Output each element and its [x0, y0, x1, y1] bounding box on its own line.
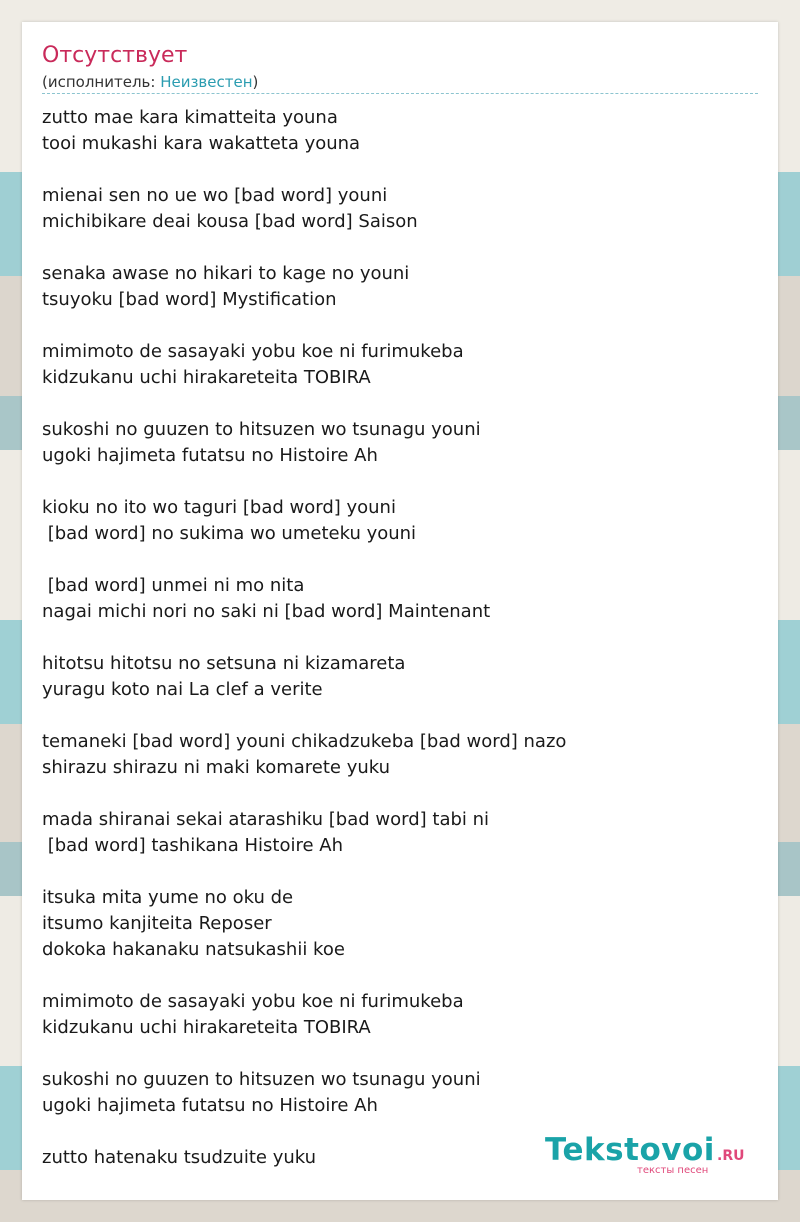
lyric-blank-line: [42, 1041, 752, 1067]
lyric-line: itsumo kanjiteita Reposer: [42, 913, 272, 934]
lyric-line: mimimoto de sasayaki yobu koe ni furimukeba: [42, 341, 464, 362]
lyric-line: michibikare deai kousa [bad word] Saison: [42, 211, 418, 232]
lyric-line: ugoki hajimeta futatsu no Histoire Ah: [42, 1095, 378, 1116]
lyric-line: yuragu koto nai La clef a verite: [42, 679, 323, 700]
lyric-blank-line: [42, 157, 752, 183]
lyric-line: hitotsu hitotsu no setsuna ni kizamareta: [42, 653, 406, 674]
lyric-line: [bad word] tashikana Histoire Ah: [42, 835, 344, 856]
lyric-line: ugoki hajimeta futatsu no Histoire Ah: [42, 445, 378, 466]
lyric-blank-line: [42, 469, 752, 495]
lyric-line: tsuyoku [bad word] Mystification: [42, 289, 337, 310]
watermark-logo-text: Tekstovoi: [545, 1132, 715, 1168]
lyric-line: zutto mae kara kimatteita youna: [42, 107, 338, 128]
lyric-blank-line: [42, 391, 752, 417]
lyric-line: kioku no ito wo taguri [bad word] youni: [42, 497, 396, 518]
lyric-line: [bad word] unmei ni mo nita: [42, 575, 305, 596]
artist-suffix: ): [252, 73, 259, 91]
lyric-blank-line: [42, 859, 752, 885]
lyric-blank-line: [42, 781, 752, 807]
lyric-line: zutto hatenaku tsudzuite yuku: [42, 1147, 317, 1168]
lyric-line: dokoka hakanaku natsukashii koe: [42, 939, 345, 960]
lyric-line: mada shiranai sekai atarashiku [bad word] tabi ni: [42, 809, 490, 830]
lyric-line: mienai sen no ue wo [bad word] youni: [42, 185, 388, 206]
lyric-line: nagai michi nori no saki ni [bad word] Maintenant: [42, 601, 491, 622]
lyric-blank-line: [42, 235, 752, 261]
lyric-line: kidzukanu uchi hirakareteita TOBIRA: [42, 367, 371, 388]
lyric-blank-line: [42, 625, 752, 651]
watermark-tagline: тексты песен: [637, 1165, 709, 1176]
lyrics-card: [22, 22, 778, 1200]
lyrics-body: [42, 105, 752, 1171]
lyric-line: temaneki [bad word] youni chikadzukeba [bad word] nazo: [42, 731, 567, 752]
site-watermark: [545, 1132, 755, 1180]
lyric-blank-line: [42, 547, 752, 573]
header-divider: [42, 93, 758, 94]
lyric-blank-line: [42, 313, 752, 339]
lyric-line: sukoshi no guuzen to hitsuzen wo tsunagu youni: [42, 1069, 481, 1090]
lyric-line: shirazu shirazu ni maki komarete yuku: [42, 757, 391, 778]
lyric-line: kidzukanu uchi hirakareteita TOBIRA: [42, 1017, 371, 1038]
lyric-line: [bad word] no sukima wo umeteku youni: [42, 523, 417, 544]
watermark-domain: .RU: [717, 1148, 745, 1164]
lyric-blank-line: [42, 963, 752, 989]
lyric-line: senaka awase no hikari to kage no youni: [42, 263, 410, 284]
artist-link[interactable]: Неизвестен: [160, 73, 253, 91]
artist-prefix: (исполнитель:: [42, 73, 161, 91]
lyric-line: itsuka mita yume no oku de: [42, 887, 294, 908]
artist-line: [42, 72, 258, 92]
song-title: Отсутствует: [42, 43, 188, 68]
lyric-line: sukoshi no guuzen to hitsuzen wo tsunagu youni: [42, 419, 481, 440]
lyric-blank-line: [42, 703, 752, 729]
lyric-line: mimimoto de sasayaki yobu koe ni furimukeba: [42, 991, 464, 1012]
lyric-line: tooi mukashi kara wakatteta youna: [42, 133, 361, 154]
